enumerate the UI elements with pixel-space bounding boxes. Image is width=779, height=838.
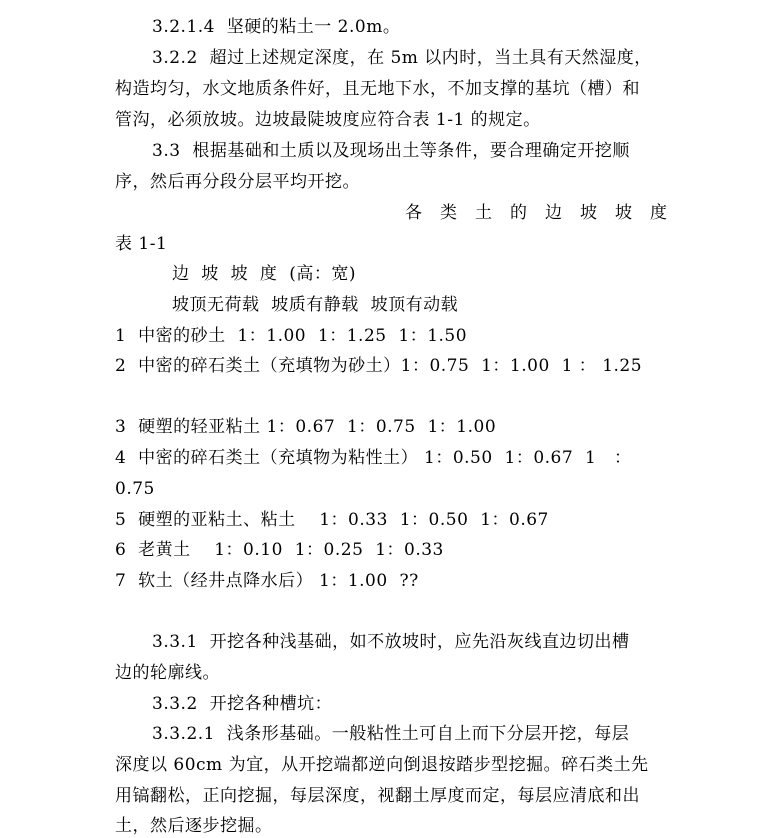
paragraph-line: 3.2.2 超过上述规定深度，在 5m 以内时，当土具有天然湿度， xyxy=(152,48,652,68)
paragraph-line: 管沟，必须放坡。边坡最陡坡度应符合表 1-1 的规定。 xyxy=(115,110,541,130)
table-row: 1 中密的砂土 1：1.00 1：1.25 1：1.50 xyxy=(115,326,468,346)
table-caption: 各类土的边坡坡度 xyxy=(405,203,685,223)
paragraph-line: 3.3.1 开挖各种浅基础，如不放坡时，应先沿灰线直边切出槽 xyxy=(152,632,630,652)
paragraph-line: 3.3 根据基础和土质以及现场出土等条件，要合理确定开挖顺 xyxy=(152,141,630,161)
table-row-continuation: 0.75 xyxy=(115,479,155,499)
table-row: 3 硬塑的轻亚粘土 1：0.67 1：0.75 1：1.00 xyxy=(115,417,497,437)
paragraph-line: 构造均匀，水文地质条件好，且无地下水，不加支撑的基坑（槽）和 xyxy=(115,79,640,99)
paragraph-line: 边的轮廓线。 xyxy=(115,663,220,683)
table-row: 2 中密的碎石类土（充填物为砂土）1：0.75 1：1.00 1 ： 1.25 xyxy=(115,356,643,376)
paragraph-line: 3.3.2 开挖各种槽坑： xyxy=(152,694,333,714)
table-row: 6 老黄土 1：0.10 1：0.25 1：0.33 xyxy=(115,540,444,560)
table-row: 5 硬塑的亚粘土、粘土 1：0.33 1：0.50 1：0.67 xyxy=(115,510,549,530)
paragraph-line: 序，然后再分段分层平均开挖。 xyxy=(115,172,360,192)
table-number: 表 1-1 xyxy=(115,234,168,254)
table-row: 7 软土（经井点降水后） 1：1.00 ?? xyxy=(115,571,419,591)
table-row: 4 中密的碎石类土（充填物为粘性土） 1：0.50 1：0.67 1 ： xyxy=(115,448,632,468)
paragraph-line: 3.3.2.1 浅条形基础。一般粘性土可自上而下分层开挖，每层 xyxy=(152,724,630,744)
paragraph-line: 3.2.1.4 坚硬的粘土一 2.0m。 xyxy=(152,17,401,37)
table-header: 边 坡 坡 度 (高：宽) xyxy=(172,264,356,284)
paragraph-line: 用镐翻松，正向挖掘，每层深度，视翻土厚度而定，每层应清底和出 xyxy=(115,786,640,806)
paragraph-line: 土，然后逐步挖掘。 xyxy=(115,816,273,836)
paragraph-line: 深度以 60cm 为宜，从开挖端都逆向倒退按踏步型挖掘。碎石类土先 xyxy=(115,755,649,775)
table-subheader: 坡顶无荷载 坡质有静载 坡顶有动载 xyxy=(172,295,459,315)
